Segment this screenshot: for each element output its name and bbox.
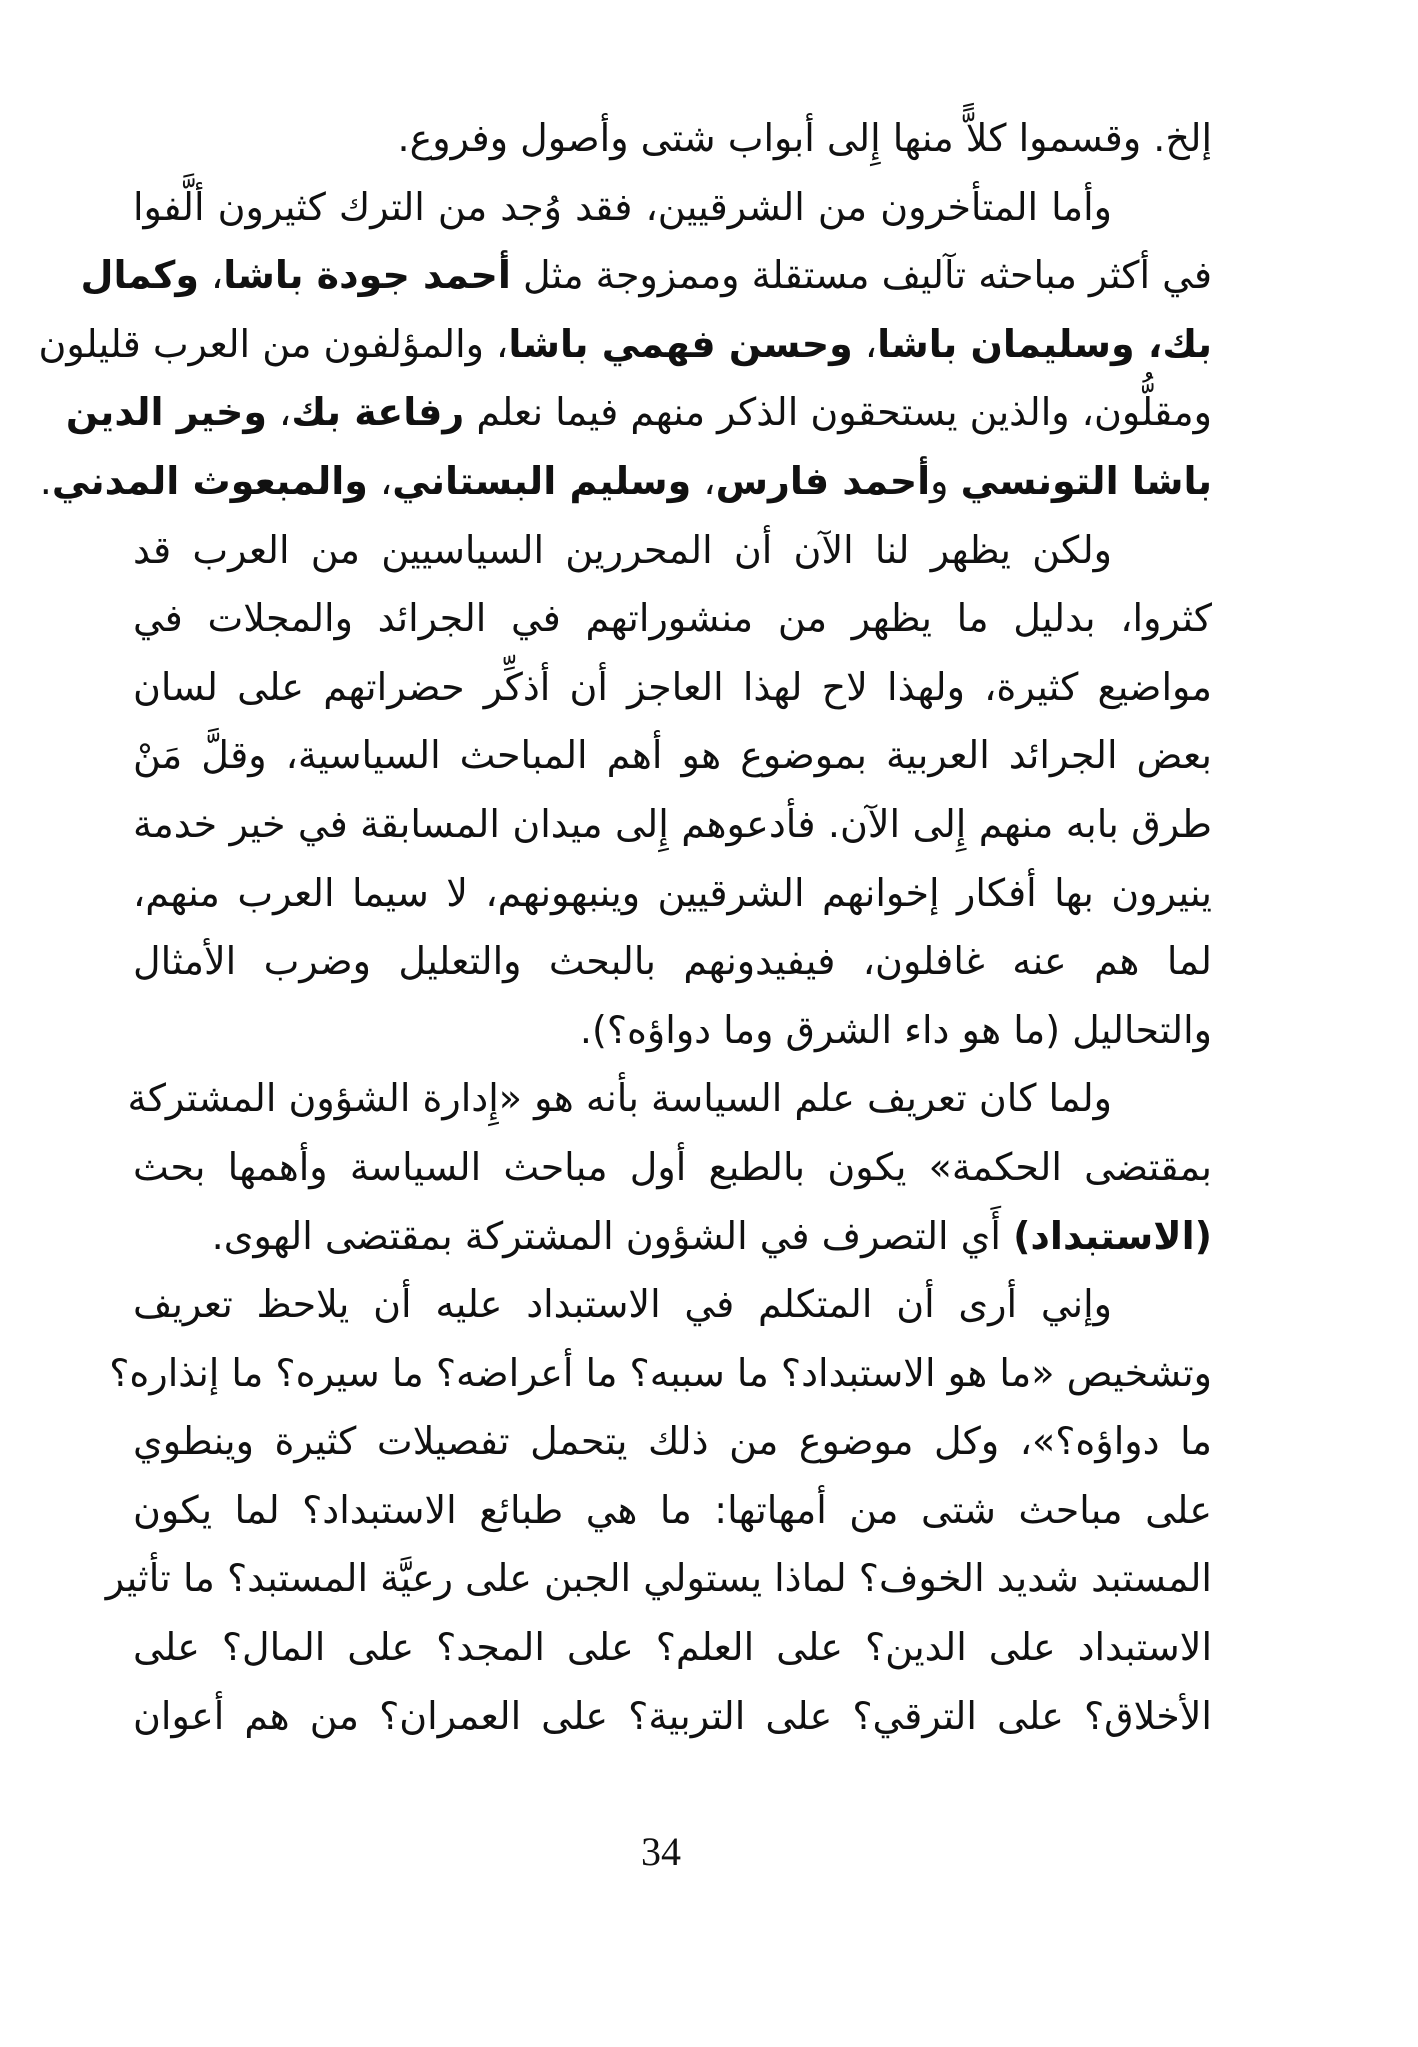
bold-name-text: وسليم البستاني bbox=[392, 458, 692, 503]
text-line bbox=[133, 1133, 1212, 1202]
text-run: الاستبداد على الدين؟ على العلم؟ على المجد؟ على المال؟ على bbox=[133, 1625, 1212, 1670]
text-run: ومقلُّون، والذين يستحقون الذكر منهم فيما نعلم bbox=[464, 390, 1212, 435]
text-run: ، bbox=[367, 458, 393, 503]
text-run: كثروا، بدليل ما يظهر من منشوراتهم في الجرائد والمجلات في bbox=[133, 596, 1212, 641]
text-line bbox=[105, 1544, 1212, 1613]
bold-name-text: باشا التونسي bbox=[960, 458, 1212, 503]
text-line bbox=[109, 1339, 1212, 1408]
bold-name-text: والمبعوث المدني bbox=[51, 458, 368, 503]
text-line bbox=[133, 721, 1212, 790]
text-run: إلخ. وقسموا كلاًّ منها إِلى أبواب شتى وأصول وفروع. bbox=[397, 116, 1212, 160]
text-line bbox=[38, 310, 1212, 379]
text-run: ، والمؤلفون من العرب قليلون bbox=[38, 321, 509, 366]
text-run: وإني أرى أن المتكلم في الاستبداد عليه أن يلاحظ تعريف bbox=[133, 1282, 1112, 1327]
text-run: ولما كان تعريف علم السياسة بأنه هو «إِدارة الشؤون المشتركة bbox=[127, 1076, 1112, 1121]
text-run: لما هم عنه غافلون، فيفيدونهم بالبحث والتعليل وضرب الأمثال bbox=[133, 939, 1212, 984]
text-line bbox=[133, 1682, 1212, 1751]
text-run: ينيرون بها أفكار إخوانهم الشرقيين وينبهونهم، لا سيما العرب منهم، bbox=[133, 870, 1212, 915]
text-line bbox=[39, 447, 1212, 516]
text-line bbox=[133, 859, 1212, 928]
text-run: وتشخيص «ما هو الاستبداد؟ ما سببه؟ ما أعراضه؟ ما سيره؟ ما إنذاره؟ bbox=[109, 1350, 1212, 1395]
text-run: ما دواؤه؟»، وكل موضوع من ذلك يتحمل تفصيلات كثيرة وينطوي bbox=[133, 1419, 1212, 1464]
text-run: . bbox=[39, 458, 52, 503]
text-line bbox=[133, 927, 1212, 996]
bold-name-text: بك، وسليمان باشا bbox=[877, 321, 1212, 366]
text-line bbox=[133, 1202, 1212, 1271]
text-run: أَي التصرف في الشؤون المشتركة بمقتضى الهوى. bbox=[211, 1213, 1014, 1258]
text-line bbox=[133, 1476, 1212, 1545]
text-line bbox=[133, 1613, 1212, 1682]
text-run: الأخلاق؟ على الترقي؟ على التربية؟ على العمران؟ من هم أعوان bbox=[133, 1693, 1212, 1738]
text-run: و bbox=[930, 458, 961, 503]
text-run: ، bbox=[691, 458, 716, 503]
text-run: وأما المتأخرون من الشرقيين، فقد وُجد من الترك كثيرون ألَّفوا bbox=[133, 184, 1112, 229]
bold-name-text: وكمال bbox=[80, 253, 199, 298]
text-run: بعض الجرائد العربية بموضوع هو أهم المباحث السياسية، وقلَّ مَنْ bbox=[133, 733, 1212, 778]
text-line bbox=[133, 790, 1212, 859]
bold-name-text: (الاستبداد) bbox=[1013, 1213, 1212, 1258]
text-run: ولكن يظهر لنا الآن أن المحررين السياسيين من العرب قد bbox=[133, 527, 1112, 572]
text-line bbox=[133, 584, 1212, 653]
text-run: في أكثر مباحثه تآليف مستقلة وممزوجة مثل bbox=[510, 253, 1212, 298]
paragraph-first-line bbox=[133, 173, 1212, 242]
body-text bbox=[38, 104, 1212, 1750]
text-line bbox=[65, 378, 1212, 447]
text-run: المستبد شديد الخوف؟ لماذا يستولي الجبن على رعيَّة المستبد؟ ما تأثير bbox=[105, 1556, 1212, 1601]
text-run: ، bbox=[852, 321, 878, 366]
text-run: طرق بابه منهم إِلى الآن. فأدعوهم إِلى ميدان المسابقة في خير خدمة bbox=[133, 801, 1212, 846]
bold-name-text: رفاعة بك bbox=[291, 390, 465, 435]
text-line bbox=[133, 1407, 1212, 1476]
text-line bbox=[80, 241, 1212, 310]
text-run: ، bbox=[198, 253, 224, 298]
text-line bbox=[133, 653, 1212, 722]
text-run: مواضيع كثيرة، ولهذا لاح لهذا العاجز أن أذكِّر حضراتهم على لسان bbox=[133, 664, 1212, 709]
text-line bbox=[133, 104, 1212, 173]
bold-name-text: أحمد فارس bbox=[715, 458, 931, 503]
text-run: ، bbox=[266, 390, 292, 435]
paragraph-first-line bbox=[133, 1270, 1212, 1339]
bold-name-text: وحسن فهمي باشا bbox=[508, 321, 853, 366]
text-run: بمقتضى الحكمة» يكون بالطبع أول مباحث السياسة وأهمها بحث bbox=[133, 1144, 1212, 1189]
text-run: والتحاليل (ما هو داء الشرق وما دواؤه؟). bbox=[579, 1007, 1212, 1052]
text-line bbox=[133, 996, 1212, 1065]
bold-name-text: وخير الدين bbox=[65, 390, 267, 435]
bold-name-text: أحمد جودة باشا bbox=[223, 253, 511, 298]
text-run: على مباحث شتى من أمهاتها: ما هي طبائع الاستبداد؟ لما يكون bbox=[133, 1487, 1212, 1532]
paragraph-first-line bbox=[127, 1064, 1212, 1133]
paragraph-first-line bbox=[133, 516, 1212, 585]
page-number: 34 bbox=[641, 1829, 681, 1874]
